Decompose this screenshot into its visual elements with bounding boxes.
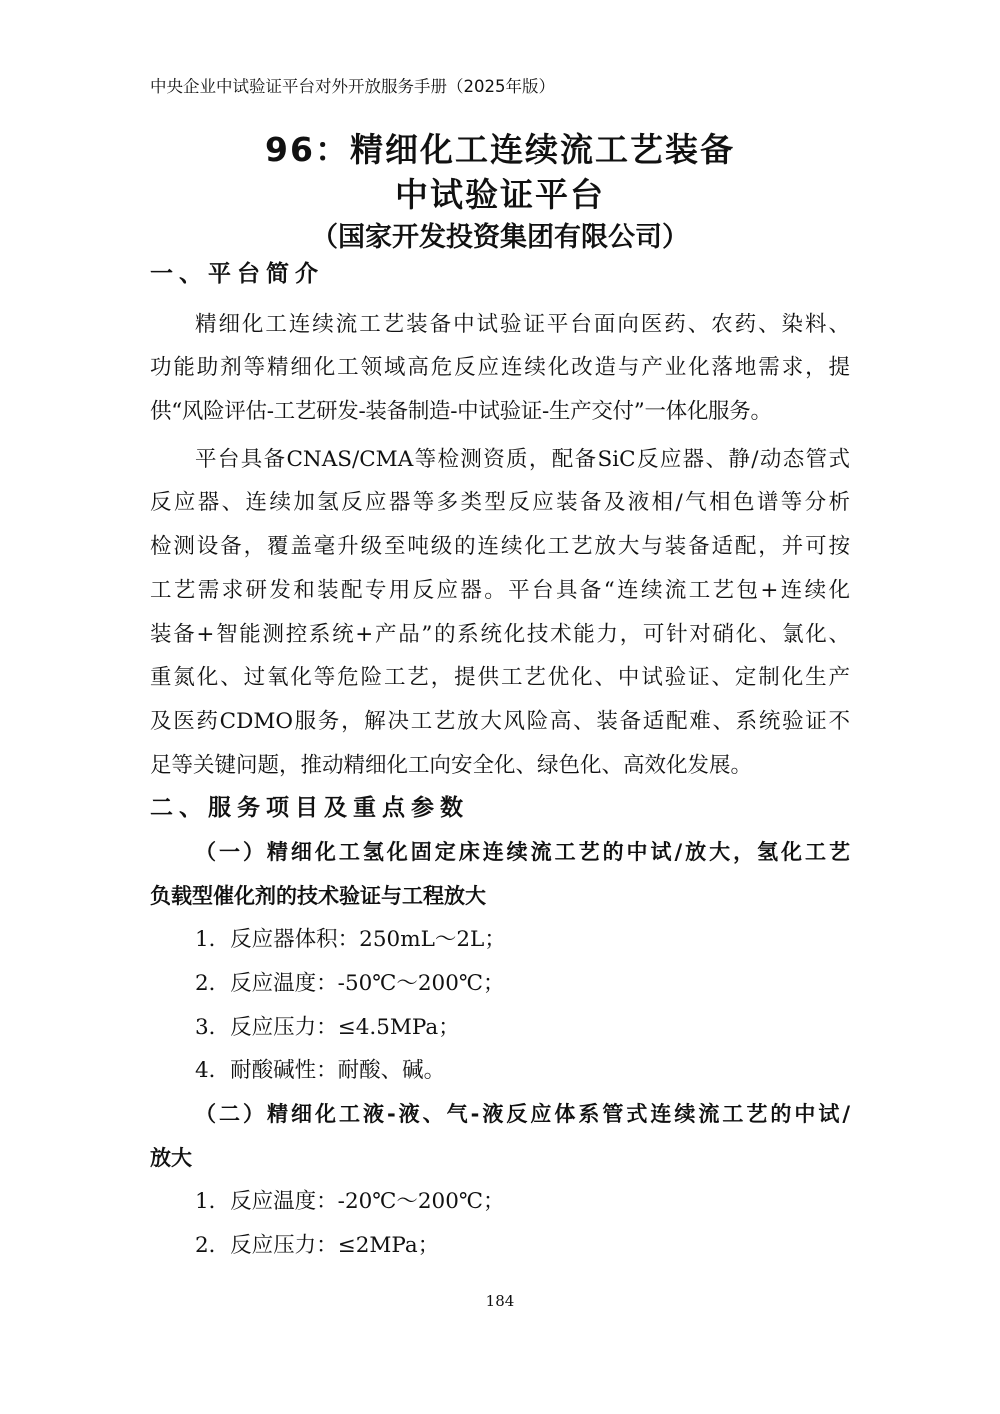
paragraph-line: 装备+智能测控系统+产品”的系统化技术能力，可针对硝化、氯化、	[150, 621, 850, 647]
subsection-heading: 放大	[150, 1145, 192, 1170]
parameter-item: 4．耐酸碱性：耐酸、碱。	[195, 1058, 446, 1084]
paragraph-line: 精细化工连续流工艺装备中试验证平台面向医药、农药、染料、	[195, 311, 850, 337]
section-heading-intro: 一、平台简介	[150, 261, 324, 287]
document-body	[150, 253, 850, 1268]
subsection-heading: （二）精细化工液-液、气-液反应体系管式连续流工艺的中试/	[195, 1102, 850, 1127]
subsection-heading: （一）精细化工氢化固定床连续流工艺的中试/放大，氢化工艺	[195, 839, 850, 864]
paragraph-line: 反应器、连续加氢反应器等多类型反应装备及液相/气相色谱等分析	[150, 490, 850, 516]
parameter-item: 2．反应温度：-50℃～200℃；	[195, 971, 505, 996]
page-title-line2: 中试验证平台	[395, 175, 605, 214]
paragraph-line: 供“风险评估-工艺研发-装备制造-中试验证-生产交付”一体化服务。	[150, 399, 772, 425]
paragraph-line: 及医药CDMO服务，解决工艺放大风险高、装备适配难、系统验证不	[150, 708, 850, 734]
subsection-heading: 负载型催化剂的技术验证与工程放大	[150, 883, 486, 908]
organization-name: （国家开发投资集团有限公司）	[311, 222, 689, 253]
paragraph-line: 足等关键问题，推动精细化工向安全化、绿色化、高效化发展。	[150, 752, 753, 778]
parameter-item: 1．反应温度：-20℃～200℃；	[195, 1189, 505, 1215]
parameter-item: 1．反应器体积：250mL～2L；	[195, 927, 506, 953]
page-number: 184	[485, 1292, 515, 1310]
paragraph-line: 功能助剂等精细化工领域高危反应连续化改造与产业化落地需求，提	[150, 355, 850, 381]
paragraph-line: 检测设备，覆盖毫升级至吨级的连续化工艺放大与装备适配，并可按	[150, 534, 850, 560]
paragraph-line: 工艺需求研发和装配专用反应器。平台具备“连续流工艺包+连续化	[150, 577, 850, 603]
parameter-item: 3．反应压力：≤4.5MPa；	[195, 1014, 460, 1040]
page-title-line1: 96：精细化工连续流工艺装备	[265, 130, 735, 169]
parameter-item: 2．反应压力：≤2MPa；	[195, 1233, 440, 1259]
running-header: 中央企业中试验证平台对外开放服务手册（2025年版）	[150, 77, 555, 96]
paragraph-line: 平台具备CNAS/CMA等检测资质，配备SiC反应器、静/动态管式	[195, 446, 850, 472]
section-heading-services: 二、服务项目及重点参数	[150, 795, 469, 822]
paragraph-line: 重氮化、过氧化等危险工艺，提供工艺优化、中试验证、定制化生产	[150, 665, 850, 691]
